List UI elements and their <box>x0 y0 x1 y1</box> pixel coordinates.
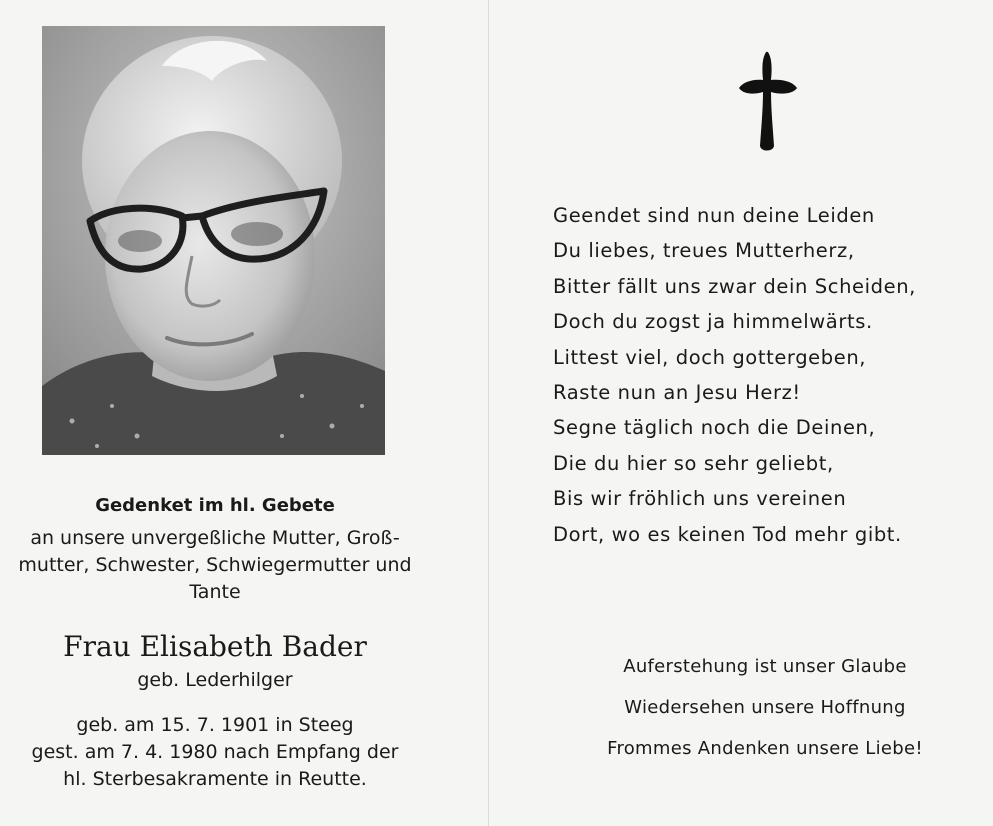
poem <box>553 198 983 552</box>
poem-line: Dort, wo es keinen Tod mehr gibt. <box>553 522 902 546</box>
date-line: hl. Sterbesakramente in Reutte. <box>63 768 367 790</box>
closing-line: Wiedersehen unsere Hoffnung <box>624 697 906 718</box>
poem-line: Raste nun an Jesu Herz! <box>553 381 801 405</box>
poem-line: Bitter fällt uns zwar dein Scheiden, <box>553 274 916 298</box>
poem-line: Doch du zogst ja himmelwärts. <box>553 310 873 334</box>
card-fold-line <box>488 0 489 826</box>
poem-line: Die du hier so sehr geliebt, <box>553 451 834 475</box>
dedication-line: mutter, Schwester, Schwiegermutter und <box>18 554 412 576</box>
deceased-name: Frau Elisabeth Bader <box>63 630 367 663</box>
poem-line: Du liebes, treues Mutterherz, <box>553 239 855 263</box>
dedication-line: Tante <box>189 581 241 603</box>
dedication-line: an unsere unvergeßliche Mutter, Groß- <box>30 527 400 549</box>
poem-line: Geendet sind nun deine Leiden <box>553 204 875 227</box>
date-line: gest. am 7. 4. 1980 nach Empfang der <box>31 741 399 763</box>
life-dates <box>0 712 430 793</box>
portrait-photo <box>42 26 385 455</box>
remembrance-heading: Gedenket im hl. Gebete <box>95 495 335 516</box>
cross-icon <box>735 50 801 156</box>
poem-line: Littest viel, doch gottergeben, <box>553 345 867 369</box>
closing-line: Frommes Andenken unsere Liebe! <box>607 738 923 759</box>
poem-line: Segne täglich noch die Deinen, <box>553 416 876 440</box>
dedication-text <box>0 525 430 606</box>
date-line: geb. am 15. 7. 1901 in Steeg <box>76 714 354 736</box>
poem-line: Bis wir fröhlich uns vereinen <box>553 487 847 511</box>
maiden-name: geb. Lederhilger <box>137 669 293 691</box>
closing-line: Auferstehung ist unser Glaube <box>623 656 907 677</box>
closing-verse <box>540 646 990 769</box>
